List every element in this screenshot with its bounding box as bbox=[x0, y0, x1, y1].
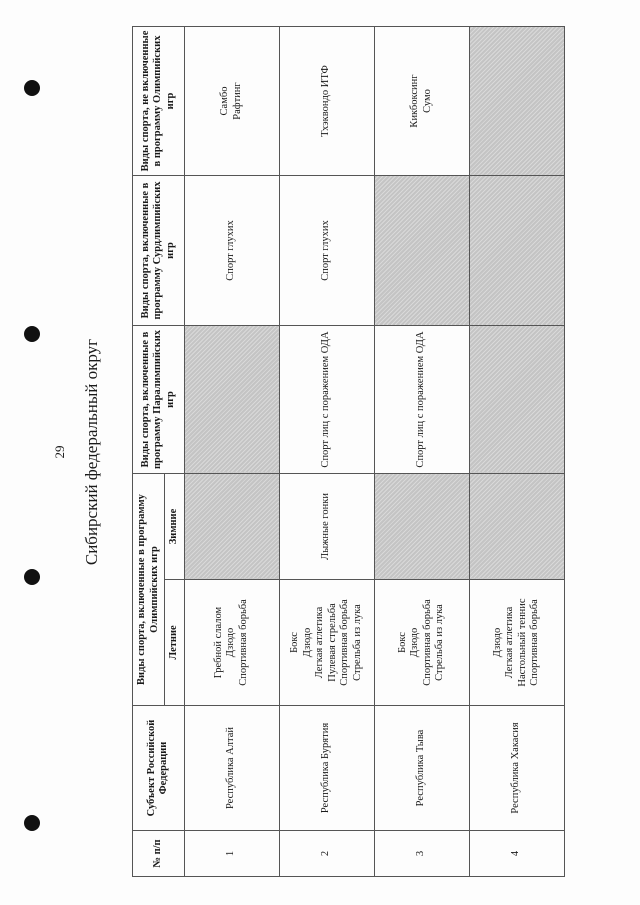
header-olympic-group: Виды спорта, включенные в программу Олимпийских игр bbox=[133, 474, 165, 706]
cell-num: 1 bbox=[184, 831, 279, 877]
sport-name: Спортивная борьба bbox=[339, 599, 351, 686]
sport-name: Кикбоксинг bbox=[409, 74, 421, 128]
cell-winter bbox=[374, 474, 469, 580]
sport-name: Спортивная борьба bbox=[529, 599, 541, 686]
binder-hole bbox=[24, 815, 40, 831]
cell-paralympic bbox=[184, 326, 279, 474]
sport-name: Тхэквондо ИТФ bbox=[320, 65, 332, 137]
sport-name: Настольный теннис bbox=[516, 598, 528, 687]
table-row bbox=[469, 27, 564, 877]
header-subject: Субъект Российской Федерации bbox=[133, 706, 185, 831]
rotated-page bbox=[40, 27, 600, 877]
cell-deaflympic: Спорт глухих bbox=[184, 176, 279, 326]
cell-winter bbox=[184, 474, 279, 580]
sport-name: Дзюдо bbox=[301, 627, 313, 658]
table-body bbox=[184, 27, 564, 877]
cell-non-olympic bbox=[279, 27, 374, 176]
sport-name: Дзюдо bbox=[409, 627, 421, 658]
cell-paralympic: Спорт лиц с поражением ОДА bbox=[279, 326, 374, 474]
cell-summer bbox=[184, 580, 279, 706]
cell-summer bbox=[279, 580, 374, 706]
sport-name: Стрельба из лука bbox=[351, 604, 363, 681]
cell-summer bbox=[469, 580, 564, 706]
table-row bbox=[184, 27, 279, 877]
sport-name: Стрельба из лука bbox=[434, 604, 446, 681]
sport-name: Спортивная борьба bbox=[238, 599, 250, 686]
cell-num: 4 bbox=[469, 831, 564, 877]
sport-name: Дзюдо bbox=[225, 627, 237, 658]
header-summer: Летние bbox=[165, 580, 185, 706]
binder-hole bbox=[24, 326, 40, 342]
cell-winter bbox=[469, 474, 564, 580]
cell-winter bbox=[279, 474, 374, 580]
cell-deaflympic bbox=[469, 176, 564, 326]
table-row bbox=[374, 27, 469, 877]
sports-table bbox=[132, 26, 565, 877]
sport-name: Рафтинг bbox=[231, 82, 243, 120]
cell-subject: Республика Тыва bbox=[374, 706, 469, 831]
cell-paralympic: Спорт лиц с поражением ОДА bbox=[374, 326, 469, 474]
cell-num: 3 bbox=[374, 831, 469, 877]
cell-non-olympic bbox=[469, 27, 564, 176]
header-deaflympic: Виды спорта, включенные в программу Сурдлимпийских игр bbox=[133, 176, 185, 326]
header-paralympic: Виды спорта, включенные в программу Паралимпийских игр bbox=[133, 326, 185, 474]
cell-num: 2 bbox=[279, 831, 374, 877]
sport-name: Самбо bbox=[219, 86, 231, 116]
cell-paralympic bbox=[469, 326, 564, 474]
cell-subject: Республика Алтай bbox=[184, 706, 279, 831]
binder-hole bbox=[24, 569, 40, 585]
cell-non-olympic bbox=[184, 27, 279, 176]
page-number: 29 bbox=[52, 445, 67, 459]
cell-subject: Республика Бурятия bbox=[279, 706, 374, 831]
sport-name: Легкая атлетика bbox=[504, 606, 516, 679]
sport-name: Дзюдо bbox=[491, 627, 503, 658]
header-row bbox=[133, 27, 165, 877]
binder-hole bbox=[24, 80, 40, 96]
cell-non-olympic bbox=[374, 27, 469, 176]
sport-name: Бокс bbox=[396, 632, 408, 653]
sport-name: Сумо bbox=[421, 89, 433, 113]
table-row bbox=[279, 27, 374, 877]
cell-deaflympic bbox=[374, 176, 469, 326]
sport-name: Бокс bbox=[289, 632, 300, 653]
header-non-olympic: Виды спорта, не включенные в программу Олимпийских игр bbox=[133, 27, 185, 176]
sport-name: Гребной слалом bbox=[212, 606, 224, 679]
page-title: Сибирский федеральный округ bbox=[82, 338, 101, 566]
sport-name: Пулевая стрельба bbox=[326, 603, 338, 682]
sport-name: Спортивная борьба bbox=[421, 599, 433, 686]
cell-subject: Республика Хакасия bbox=[469, 706, 564, 831]
header-num: № п/п bbox=[133, 831, 185, 877]
cell-deaflympic: Спорт глухих bbox=[279, 176, 374, 326]
sport-name: Лыжные гонки bbox=[320, 492, 332, 561]
header-winter: Зимние bbox=[165, 474, 185, 580]
cell-summer bbox=[374, 580, 469, 706]
sport-name: Легкая атлетика bbox=[314, 606, 326, 679]
